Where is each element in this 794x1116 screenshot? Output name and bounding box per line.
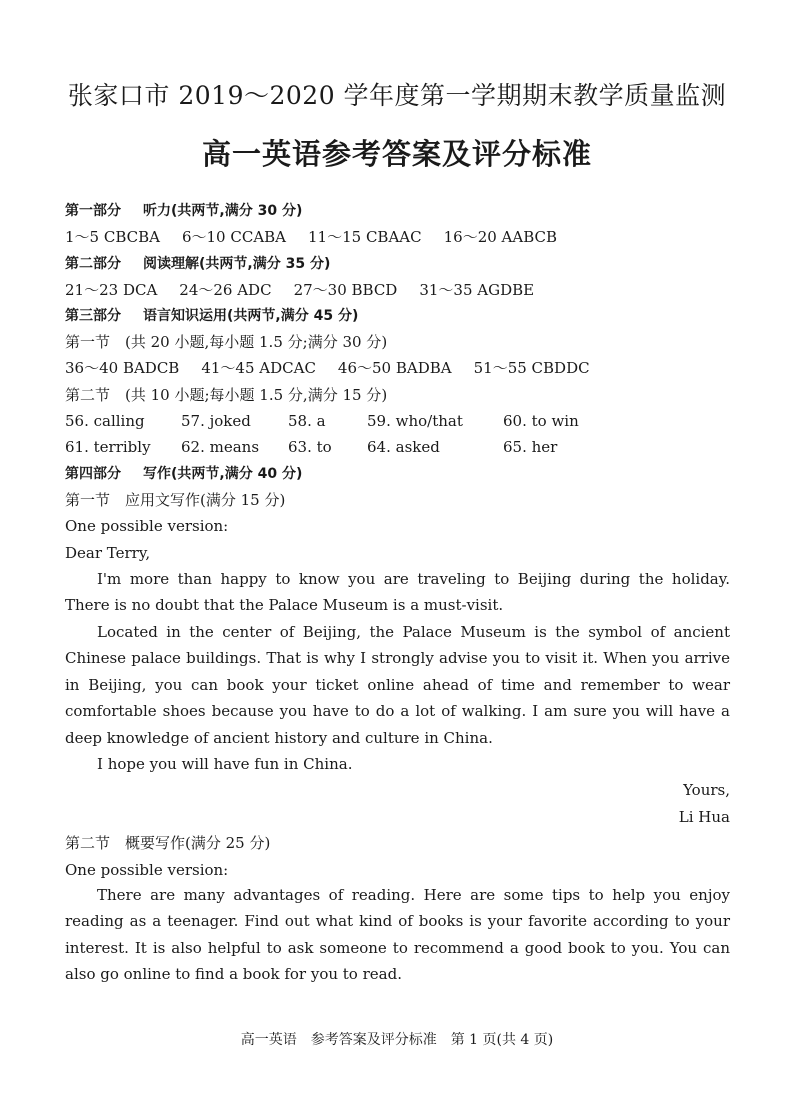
page-footer: 高一英语 参考答案及评分标准 第 1 页(共 4 页) <box>240 1032 554 1048</box>
part4-heading <box>65 465 302 483</box>
part3-section2-row1 <box>65 412 579 430</box>
answer-item: 56. calling <box>65 412 145 430</box>
part4-section2-heading: 第二节 概要写作(满分 25 分) <box>65 834 271 852</box>
part3-heading <box>65 307 358 325</box>
summary-paragraph: There are many advantages of reading. Here are some tips to help you enjoy reading as a teenager. Find out what kind of books is your favorite according to your interest. It is also helpful to ask someone to recommend a good book to you. You can also go online to find a book for you to read. <box>65 886 730 984</box>
exam-title: 张家口市 2019～2020 学年度第一学期期末教学质量监测 <box>67 81 727 110</box>
answer-group: 24～26 ADC <box>179 281 272 299</box>
answer-item: 65. her <box>503 438 558 456</box>
answer-item: 58. a <box>288 412 326 430</box>
answer-group: 6～10 CCABA <box>181 228 287 246</box>
answer-key-title: 高一英语参考答案及评分标准 <box>201 137 592 171</box>
part2-answers <box>65 281 534 299</box>
letter-paragraph-2: Located in the center of Beijing, the Palace Museum is the symbol of ancient Chinese palace buildings. That is why I strongly advise you to visit it. When you arrive in Beijing, you can book your ticket online ahead of time and remember to wear comfortable shoes because you have to do a lot of walking. I am sure you will have a deep knowledge of ancient history and culture in China. <box>65 623 730 747</box>
answer-item: 57. joked <box>181 412 251 430</box>
part4-section1-intro: One possible version: <box>65 517 229 535</box>
letter-closing: Yours, <box>683 781 730 799</box>
part1-heading-desc: 听力(共两节,满分 30 分) <box>143 203 303 219</box>
part3-section1-answers <box>65 359 590 377</box>
part1-heading-label: 第一部分 <box>65 203 121 219</box>
answer-group: 51～55 CBDDC <box>473 359 590 377</box>
answer-item: 60. to win <box>503 412 579 430</box>
letter-paragraph-3: I hope you will have fun in China. <box>97 755 353 773</box>
part3-heading-label: 第三部分 <box>65 308 121 324</box>
letter-paragraph-1: I'm more than happy to know you are traveling to Beijing during the holiday. There is no doubt that the Palace Museum is a must-visit. <box>65 570 730 615</box>
letter-signature: Li Hua <box>678 808 730 826</box>
part1-answers <box>65 228 557 246</box>
part4-heading-label: 第四部分 <box>65 466 121 482</box>
part3-section2-heading: 第二节 (共 10 小题;每小题 1.5 分,满分 15 分) <box>65 386 388 404</box>
part4-heading-desc: 写作(共两节,满分 40 分) <box>143 466 303 482</box>
answer-group: 36～40 BADCB <box>65 359 180 377</box>
letter-greeting: Dear Terry, <box>65 544 151 562</box>
part4-section2-intro: One possible version: <box>65 861 229 879</box>
part3-section2-row2 <box>65 438 557 456</box>
part1-heading <box>65 202 302 220</box>
answer-group: 21～23 DCA <box>65 281 158 299</box>
part3-heading-desc: 语言知识运用(共两节,满分 45 分) <box>143 308 359 324</box>
answer-group: 46～50 BADBA <box>337 359 452 377</box>
answer-item: 59. who/that <box>367 412 463 430</box>
part3-section1-heading: 第一节 (共 20 小题,每小题 1.5 分;满分 30 分) <box>65 333 388 351</box>
part2-heading <box>65 255 330 273</box>
answer-group: 31～35 AGDBE <box>419 281 535 299</box>
answer-group: 16～20 AABCB <box>443 228 558 246</box>
answer-group: 1～5 CBCBA <box>65 228 160 246</box>
answer-item: 63. to <box>288 438 332 456</box>
part2-heading-desc: 阅读理解(共两节,满分 35 分) <box>143 256 331 272</box>
part2-heading-label: 第二部分 <box>65 256 121 272</box>
answer-group: 41～45 ADCAC <box>201 359 316 377</box>
answer-group: 11～15 CBAAC <box>308 228 422 246</box>
part4-section1-heading: 第一节 应用文写作(满分 15 分) <box>65 491 286 509</box>
answer-item: 64. asked <box>367 438 440 456</box>
answer-item: 62. means <box>181 438 260 456</box>
answer-item: 61. terribly <box>65 438 151 456</box>
answer-group: 27～30 BBCD <box>293 281 398 299</box>
